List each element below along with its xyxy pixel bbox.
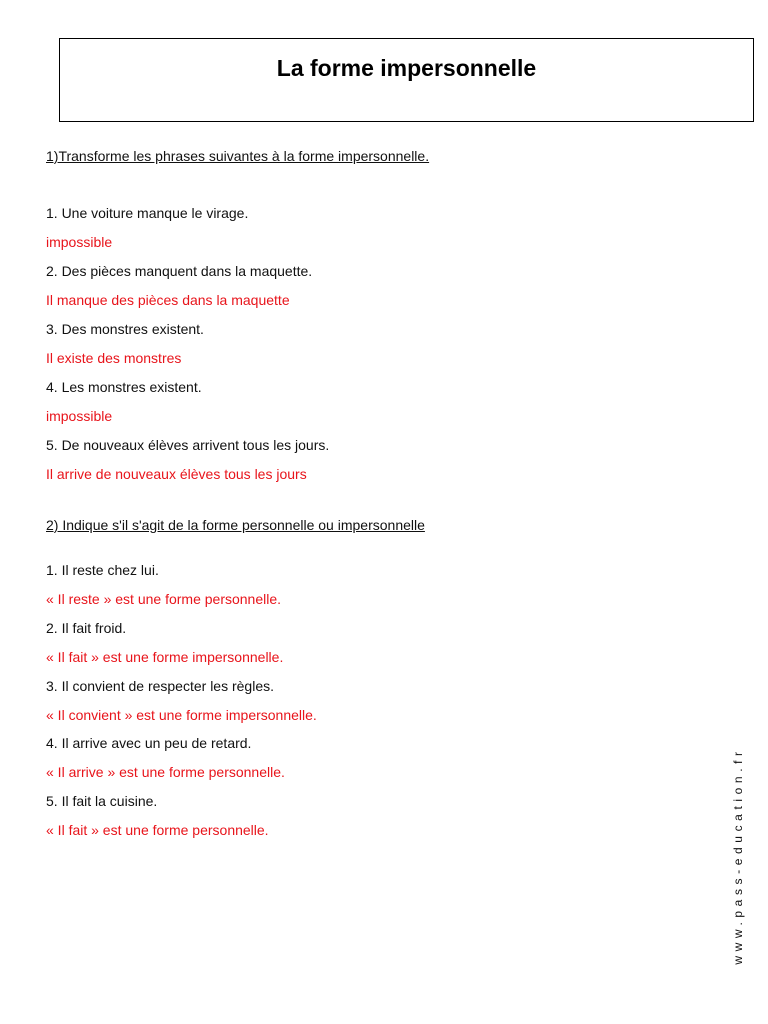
title-box	[59, 38, 754, 122]
section2-answer-1: « Il reste » est une forme personnelle.	[46, 591, 282, 607]
section2-question-1: 1. Il reste chez lui.	[46, 562, 159, 578]
section1-answer-2: Il manque des pièces dans la maquette	[46, 292, 290, 308]
section1-question-5: 5. De nouveaux élèves arrivent tous les jours.	[46, 437, 330, 453]
page-title: La forme impersonnelle	[276, 55, 537, 81]
watermark: www.pass-education.fr	[731, 747, 745, 965]
section1-question-3: 3. Des monstres existent.	[46, 321, 204, 337]
section1-answer-3: Il existe des monstres	[46, 350, 182, 366]
section1-question-4: 4. Les monstres existent.	[46, 379, 202, 395]
section2-answer-2: « Il fait » est une forme impersonnelle.	[46, 649, 284, 665]
section1-heading: 1)Transforme les phrases suivantes à la forme impersonnelle.	[46, 148, 430, 164]
section1-answer-5: Il arrive de nouveaux élèves tous les jours	[46, 466, 307, 482]
section2-question-2: 2. Il fait froid.	[46, 620, 127, 636]
section2-heading: 2) Indique s'il s'agit de la forme personnelle ou impersonnelle	[46, 517, 425, 533]
section2-question-3: 3. Il convient de respecter les règles.	[46, 678, 275, 694]
section2-answer-4: « Il arrive » est une forme personnelle.	[46, 764, 285, 780]
section2-answer-3: « Il convient » est une forme impersonnelle.	[46, 707, 317, 723]
section2-answer-5: « Il fait » est une forme personnelle.	[46, 822, 269, 838]
section1-answer-4: impossible	[46, 408, 113, 424]
section2-question-5: 5. Il fait la cuisine.	[46, 793, 158, 809]
section1-answer-1: impossible	[46, 234, 113, 250]
section2-question-4: 4. Il arrive avec un peu de retard.	[46, 735, 252, 751]
section1-question-1: 1. Une voiture manque le virage.	[46, 205, 249, 221]
section1-question-2: 2. Des pièces manquent dans la maquette.	[46, 263, 313, 279]
